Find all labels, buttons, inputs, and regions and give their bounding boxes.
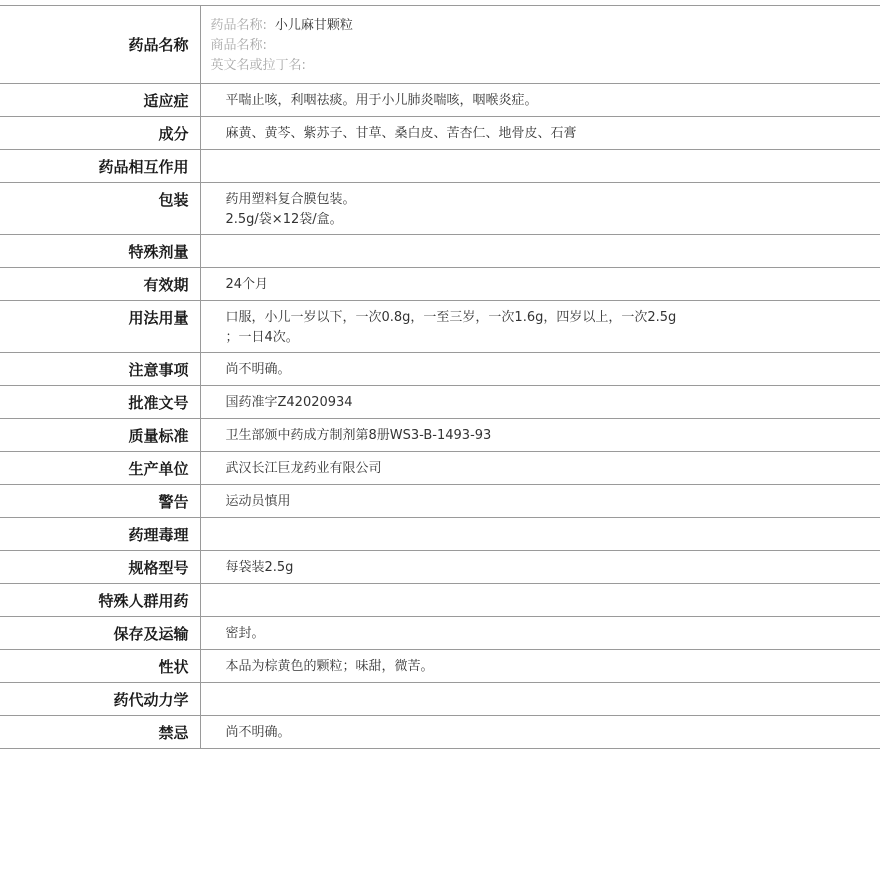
row-label: 药理毒理 — [0, 518, 200, 551]
table-row-pharmacology — [0, 518, 880, 551]
row-value — [200, 716, 880, 749]
table-row-approval-number — [0, 386, 880, 419]
row-value — [200, 683, 880, 716]
generic-name-line — [211, 16, 880, 36]
table-row-dosage — [0, 301, 880, 353]
row-label: 特殊剂量 — [0, 235, 200, 268]
table-row-contraindications — [0, 716, 880, 749]
table-row-warning — [0, 485, 880, 518]
generic-name-value: 小儿麻甘颗粒 — [274, 18, 353, 33]
value-line: 国药准字Z42020934 — [225, 395, 353, 410]
table-row-description — [0, 650, 880, 683]
row-value — [200, 650, 880, 683]
row-value — [200, 617, 880, 650]
drug-spec-table — [0, 5, 880, 749]
row-label: 用法用量 — [0, 301, 200, 353]
row-value — [200, 84, 880, 117]
drug-names-cell — [200, 6, 880, 84]
row-label: 生产单位 — [0, 452, 200, 485]
value-line: 本品为棕黄色的颗粒；味甜，微苦。 — [225, 659, 434, 674]
table-row-drug-name — [0, 6, 880, 84]
value-line: 麻黄、黄芩、紫苏子、甘草、桑白皮、苦杏仁、地骨皮、石膏 — [225, 126, 577, 141]
value-line: 卫生部颁中药成方制剂第8册WS3-B-1493-93 — [225, 428, 492, 443]
row-label: 特殊人群用药 — [0, 584, 200, 617]
row-label: 药品名称 — [0, 6, 200, 84]
value-line: 武汉长江巨龙药业有限公司 — [225, 461, 382, 476]
table-row-manufacturer — [0, 452, 880, 485]
table-row-interactions — [0, 150, 880, 183]
row-label: 注意事项 — [0, 353, 200, 386]
trade-name-line — [211, 36, 880, 56]
row-label: 规格型号 — [0, 551, 200, 584]
row-value — [200, 419, 880, 452]
value-line: 24个月 — [225, 277, 269, 292]
table-row-indications — [0, 84, 880, 117]
row-value — [200, 551, 880, 584]
row-value — [200, 301, 880, 353]
row-value — [200, 386, 880, 419]
row-value — [200, 353, 880, 386]
table-row-special-populations — [0, 584, 880, 617]
value-line: 尚不明确。 — [225, 725, 291, 740]
table-row-shelf-life — [0, 268, 880, 301]
row-label: 保存及运输 — [0, 617, 200, 650]
row-value — [200, 150, 880, 183]
row-label: 警告 — [0, 485, 200, 518]
row-value — [200, 117, 880, 150]
trade-name-key: 商品名称: — [210, 38, 267, 53]
value-line: 药用塑料复合膜包装。 — [225, 192, 356, 207]
value-line: 2.5g/袋×12袋/盒。 — [225, 212, 343, 227]
row-value — [200, 518, 880, 551]
row-value — [200, 584, 880, 617]
row-label: 性状 — [0, 650, 200, 683]
table-row-ingredients — [0, 117, 880, 150]
value-line: 密封。 — [225, 626, 265, 641]
english-name-key: 英文名或拉丁名: — [210, 58, 306, 73]
table-row-storage — [0, 617, 880, 650]
row-label: 有效期 — [0, 268, 200, 301]
value-line: 每袋装2.5g — [225, 560, 294, 575]
value-line: 运动员慎用 — [225, 494, 291, 509]
table-row-pharmacokinetics — [0, 683, 880, 716]
table-row-precautions — [0, 353, 880, 386]
table-row-special-dosage — [0, 235, 880, 268]
value-line: 平喘止咳，利咽祛痰。用于小儿肺炎喘咳，咽喉炎症。 — [225, 93, 538, 108]
row-label: 药品相互作用 — [0, 150, 200, 183]
row-label: 批准文号 — [0, 386, 200, 419]
row-label: 禁忌 — [0, 716, 200, 749]
row-value — [200, 485, 880, 518]
value-line: ；一日4次。 — [225, 330, 299, 345]
row-value — [200, 268, 880, 301]
generic-name-key: 药品名称: — [210, 18, 267, 33]
row-label: 药代动力学 — [0, 683, 200, 716]
row-label: 质量标准 — [0, 419, 200, 452]
value-line: 口服，小儿一岁以下，一次0.8g，一至三岁，一次1.6g，四岁以上，一次2.5g — [225, 310, 677, 325]
row-value — [200, 183, 880, 235]
row-label: 包装 — [0, 183, 200, 235]
row-value — [200, 235, 880, 268]
english-name-line — [211, 56, 880, 76]
value-line: 尚不明确。 — [225, 362, 291, 377]
row-label: 成分 — [0, 117, 200, 150]
row-value — [200, 452, 880, 485]
table-row-packaging — [0, 183, 880, 235]
table-row-specification — [0, 551, 880, 584]
table-row-quality-standard — [0, 419, 880, 452]
row-label: 适应症 — [0, 84, 200, 117]
